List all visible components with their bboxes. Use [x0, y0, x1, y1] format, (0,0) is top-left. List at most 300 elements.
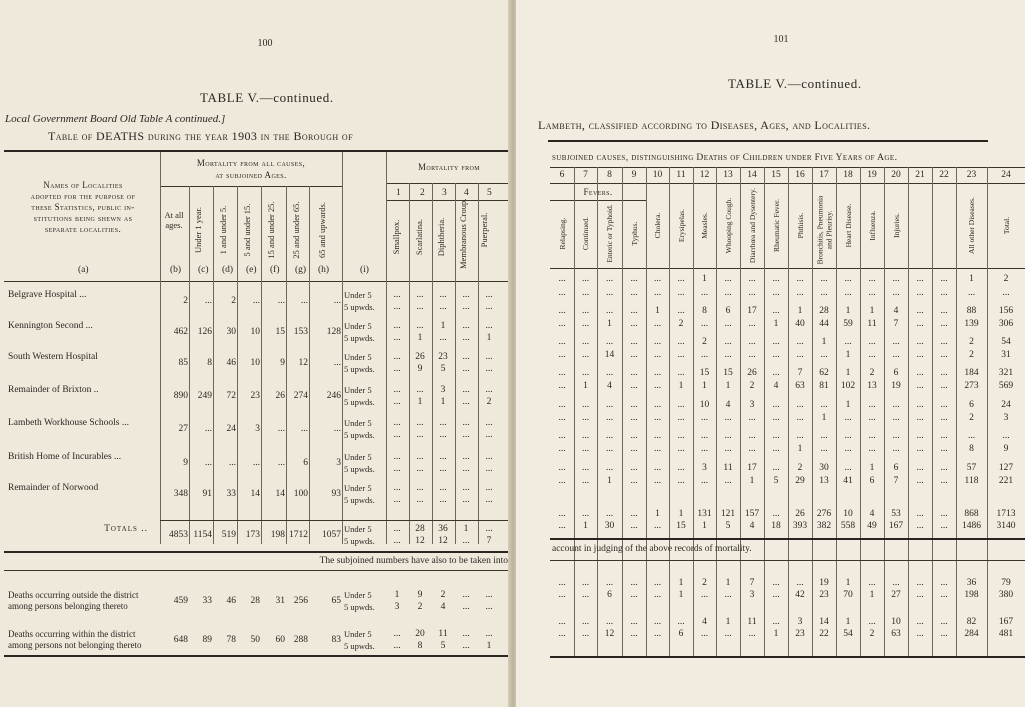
row-value: 173 — [245, 530, 260, 540]
cell-value: 102 — [840, 381, 856, 391]
cause-upwards: ... — [416, 430, 424, 440]
cell-value: 15 — [723, 368, 733, 378]
header-mortality-all-2: at subjoined Ages. — [215, 170, 287, 180]
cause-upwards: 5 — [440, 641, 446, 651]
cell-value: 14 — [604, 350, 615, 360]
row-value: 33 — [226, 489, 236, 499]
cell-value: 1 — [869, 590, 875, 600]
vrule — [342, 152, 343, 544]
cell-value: 1 — [678, 509, 684, 519]
row-name: Lambeth Workhouse Schools ... — [8, 418, 129, 428]
cell-value: 1 — [702, 381, 707, 391]
row-name: Kennington Second ... — [8, 321, 93, 331]
column-number: 17 — [819, 170, 829, 180]
row-value: 85 — [178, 358, 188, 368]
column-name: Enteric or Typhoid. — [605, 203, 614, 263]
cause-under-5: 2 — [440, 590, 446, 600]
cell-value: ... — [916, 306, 924, 316]
cell-value: 284 — [964, 629, 979, 639]
cell-value: ... — [772, 617, 780, 627]
header-names: Names of Localities adopted for the purpose of these Statistics, public in- stitutions being shewn as separate localities. — [30, 180, 136, 234]
cell-value: ... — [772, 288, 780, 298]
cell-value: ... — [892, 431, 900, 441]
col-at-all-ages: At all ages. — [164, 210, 184, 230]
cell-value: ... — [892, 350, 900, 360]
cell-value: ... — [940, 578, 948, 588]
row-value: 12 — [298, 358, 308, 368]
column-name: Measles. — [700, 211, 709, 239]
cell-value: ... — [558, 306, 566, 316]
cell-value: ... — [940, 337, 948, 347]
cause-under-5: 1 — [440, 321, 446, 331]
row-value: ... — [252, 296, 260, 306]
cause-upwards: ... — [462, 302, 470, 312]
cell-value: ... — [1002, 431, 1010, 441]
cell-value: ... — [653, 578, 662, 588]
right-bottom-rule — [550, 656, 1025, 658]
cell-value: ... — [916, 578, 924, 588]
cause-upwards: 4 — [440, 602, 446, 612]
row-value: 648 — [173, 635, 188, 645]
cell-value: 81 — [819, 381, 829, 391]
cell-value: 1 — [869, 463, 875, 473]
cell-value: ... — [677, 337, 685, 347]
cell-value: ... — [700, 444, 709, 454]
cell-value: ... — [772, 444, 780, 454]
upwds-label: 5 upwds. — [344, 364, 375, 374]
under-5-label: Under 5 — [344, 385, 372, 395]
row-value: 72 — [226, 391, 236, 401]
column-name: Diarrhœa and Dysentery. — [747, 187, 757, 263]
cell-value: 1 — [845, 617, 851, 627]
cell-value: 31 — [1001, 350, 1011, 360]
subjoined-note: The subjoined numbers have also to be taken into — [319, 556, 508, 566]
cell-value: 79 — [1001, 578, 1011, 588]
cause-under-5: ... — [462, 629, 470, 639]
cause-under-5: ... — [485, 483, 493, 493]
left-page — [0, 0, 510, 707]
cell-value: 63 — [891, 629, 901, 639]
cause-num-2: 2 — [420, 188, 425, 198]
column-number: 14 — [747, 170, 757, 180]
col-letter-b: (b) — [170, 265, 182, 275]
cell-value: 14 — [819, 617, 829, 627]
cause-under-5: 11 — [438, 629, 448, 639]
column-number: 11 — [676, 170, 686, 180]
row-value: 100 — [293, 489, 308, 499]
cell-value: ... — [892, 444, 900, 454]
row-value: 10 — [250, 358, 260, 368]
cell-value: ... — [605, 400, 614, 410]
row-value: ... — [300, 424, 308, 434]
under-5-label: Under 5 — [344, 418, 372, 428]
cause-upwards: ... — [485, 302, 493, 312]
cell-value: 1486 — [962, 521, 981, 531]
row-name: Remainder of Brixton .. — [8, 385, 99, 395]
cell-value: ... — [653, 444, 662, 454]
cell-value: ... — [630, 413, 638, 423]
cell-value: ... — [844, 337, 852, 347]
cell-value: ... — [748, 274, 756, 284]
cell-value: ... — [916, 413, 924, 423]
cell-value: ... — [605, 431, 614, 441]
cell-value: ... — [558, 629, 566, 639]
cell-value: 184 — [964, 368, 979, 378]
cell-value: 3 — [749, 400, 755, 410]
cell-value: ... — [748, 350, 756, 360]
cell-value: ... — [772, 274, 780, 284]
cell-value: 139 — [964, 319, 979, 329]
cell-value: 1 — [678, 590, 684, 600]
column-number: 13 — [723, 170, 733, 180]
cell-value: ... — [748, 288, 756, 298]
cell-value: ... — [916, 350, 924, 360]
cell-value: 306 — [998, 319, 1014, 329]
cell-value: ... — [630, 319, 638, 329]
cause-upwards: 1 — [486, 333, 492, 343]
row-value: 24 — [226, 424, 236, 434]
cell-value: ... — [796, 274, 804, 284]
cell-value: ... — [772, 509, 780, 519]
cell-value: ... — [820, 350, 828, 360]
upwds-label: 5 upwds. — [344, 602, 375, 612]
upwds-label: 5 upwds. — [344, 641, 375, 651]
cell-value: 2 — [797, 463, 803, 473]
cell-value: 127 — [998, 463, 1014, 473]
cause-under-5: ... — [485, 321, 493, 331]
row-value: 27 — [178, 424, 188, 434]
cell-value: ... — [940, 444, 948, 454]
cell-value: ... — [653, 288, 662, 298]
cause-upwards: ... — [416, 302, 424, 312]
under-5-label: Under 5 — [344, 524, 372, 534]
cause-under-5: ... — [393, 483, 401, 493]
cell-value: 36 — [966, 578, 977, 588]
cause-upwards: 7 — [486, 536, 492, 546]
cause-under-5: ... — [485, 418, 493, 428]
cell-value: 1 — [797, 306, 803, 316]
cell-value: 19 — [891, 381, 901, 391]
cell-value: ... — [916, 288, 924, 298]
cell-value: 10 — [891, 617, 901, 627]
cell-value: ... — [748, 444, 756, 454]
cell-value: ... — [940, 350, 948, 360]
cell-value: ... — [940, 476, 948, 486]
cell-value: ... — [630, 463, 638, 473]
cell-value: ... — [940, 629, 948, 639]
cell-value: ... — [916, 463, 924, 473]
cell-value: ... — [868, 337, 876, 347]
cell-value: 24 — [1001, 400, 1011, 410]
under-5-label: Under 5 — [344, 290, 372, 300]
cell-value: ... — [653, 413, 662, 423]
cell-value: 276 — [816, 509, 832, 519]
cause-under-5: ... — [485, 629, 493, 639]
cell-value: 1 — [725, 617, 731, 627]
cause-under-5: ... — [416, 290, 424, 300]
cell-value: ... — [653, 617, 662, 627]
cell-value: ... — [820, 400, 828, 410]
cell-value: 2 — [969, 413, 974, 423]
cell-value: 2 — [869, 368, 875, 378]
cell-value: ... — [581, 476, 590, 486]
row-value: 126 — [197, 327, 212, 337]
cause-upwards: ... — [462, 333, 470, 343]
cell-value: 156 — [998, 306, 1014, 316]
cell-value: ... — [892, 578, 900, 588]
cause-upwards: ... — [416, 464, 424, 474]
cell-value: ... — [700, 590, 709, 600]
row-value: 26 — [275, 391, 285, 401]
cell-value: ... — [558, 413, 566, 423]
cell-value: 2 — [969, 350, 974, 360]
col-membranous-croup: Membranous Croup. — [458, 198, 468, 269]
cell-value: ... — [677, 400, 685, 410]
cell-value: ... — [605, 617, 614, 627]
column-name: Relapsing. — [557, 217, 567, 249]
row-value: 6 — [303, 458, 308, 468]
cell-value: ... — [605, 368, 614, 378]
cell-value: ... — [630, 368, 638, 378]
cell-value: ... — [796, 350, 804, 360]
row-name: Deaths occurring within the district among persons not belonging thereto — [8, 629, 142, 650]
cell-value: 15 — [699, 368, 710, 378]
col-scarlatina: Scarlatina. — [414, 218, 424, 256]
row-value: 1154 — [193, 530, 212, 540]
cause-under-5: 20 — [415, 629, 425, 639]
left-top-rule — [4, 150, 510, 152]
cell-value: 2 — [702, 578, 707, 588]
cell-value: ... — [844, 431, 852, 441]
cause-upwards: ... — [393, 641, 401, 651]
cell-value: 118 — [964, 476, 979, 486]
cause-upwards: 1 — [417, 333, 423, 343]
cell-value: 868 — [964, 509, 979, 519]
cell-value: ... — [1002, 288, 1010, 298]
cell-value: 2 — [1003, 274, 1009, 284]
cell-value: ... — [868, 578, 876, 588]
cell-value: 1 — [702, 521, 707, 531]
cell-value: ... — [868, 400, 876, 410]
cell-value: ... — [653, 476, 662, 486]
cell-value: 6 — [725, 306, 731, 316]
fevers-rule — [550, 200, 646, 201]
cell-value: ... — [630, 381, 638, 391]
cell-value: ... — [916, 400, 924, 410]
cell-value: 273 — [964, 381, 979, 391]
cell-value: ... — [967, 431, 976, 441]
cell-value: ... — [700, 319, 709, 329]
cell-value: ... — [796, 413, 804, 423]
cell-value: ... — [724, 274, 732, 284]
column-name: Influenza. — [867, 209, 877, 241]
cell-value: 1 — [821, 413, 827, 423]
row-value: 78 — [226, 635, 236, 645]
cell-value: ... — [916, 274, 924, 284]
right-top-rule — [548, 140, 988, 142]
cell-value: 4 — [893, 306, 899, 316]
cell-value: ... — [772, 306, 780, 316]
col-letter-c: (c) — [198, 265, 209, 275]
row-value: 33 — [202, 596, 212, 606]
cell-value: ... — [940, 319, 948, 329]
cell-value: 13 — [819, 476, 829, 486]
row-value: ... — [333, 424, 341, 434]
cell-value: ... — [772, 431, 780, 441]
cell-value: ... — [772, 337, 780, 347]
row-value: 91 — [202, 489, 212, 499]
cell-value: ... — [677, 288, 685, 298]
cell-value: ... — [772, 413, 780, 423]
cell-value: ... — [581, 617, 590, 627]
cell-value: ... — [653, 590, 662, 600]
cause-upwards: ... — [462, 536, 470, 546]
cause-upwards: ... — [439, 430, 447, 440]
row-value: 3 — [255, 424, 260, 434]
row-value: 2 — [183, 296, 188, 306]
cell-value: ... — [700, 476, 709, 486]
cell-value: 3 — [702, 463, 707, 473]
cause-under-5: ... — [393, 321, 401, 331]
row-value: 890 — [173, 391, 188, 401]
cell-value: 8 — [969, 444, 974, 454]
cause-upwards: ... — [462, 464, 470, 474]
fevers-label: Fevers. — [583, 187, 613, 197]
cell-value: 26 — [795, 509, 805, 519]
cause-upwards: ... — [439, 464, 447, 474]
upwds-label: 5 upwds. — [344, 333, 375, 343]
cell-value: ... — [653, 319, 662, 329]
cause-under-5: ... — [393, 290, 401, 300]
cause-upwards: ... — [462, 495, 470, 505]
totals-rule — [160, 520, 510, 521]
cell-value: ... — [558, 400, 566, 410]
cell-value: 12 — [604, 629, 615, 639]
cell-value: ... — [748, 319, 756, 329]
subjoined-rule — [4, 551, 510, 553]
cause-under-5: ... — [393, 385, 401, 395]
cell-value: 26 — [747, 368, 757, 378]
cell-value: ... — [772, 350, 780, 360]
cell-value: ... — [677, 368, 685, 378]
cell-value: ... — [630, 444, 638, 454]
cell-value: 18 — [771, 521, 781, 531]
cell-value: ... — [630, 476, 638, 486]
row-value: 4853 — [169, 530, 188, 540]
right-page-number: 101 — [773, 34, 789, 45]
cell-value: ... — [605, 337, 614, 347]
upwds-label: 5 upwds. — [344, 536, 375, 546]
cell-value: 1 — [655, 306, 660, 316]
left-bottom-rule — [4, 655, 510, 657]
under-5-label: Under 5 — [344, 590, 372, 600]
column-number: 20 — [891, 170, 901, 180]
cause-under-5: ... — [416, 385, 424, 395]
row-value: 14 — [275, 489, 285, 499]
cell-value: ... — [605, 306, 614, 316]
cause-under-5: 36 — [438, 524, 448, 534]
cell-value: ... — [724, 629, 732, 639]
col-65-up: 65 and upwards. — [317, 202, 327, 258]
cell-value: ... — [916, 590, 924, 600]
column-name: Rheumatic Fever. — [771, 198, 781, 252]
cell-value: 4 — [749, 521, 755, 531]
cell-value: 6 — [678, 629, 684, 639]
cell-value: ... — [558, 617, 566, 627]
cell-value: 167 — [888, 521, 904, 531]
cell-value: ... — [630, 578, 638, 588]
upwds-label: 5 upwds. — [344, 430, 375, 440]
row-value: 519 — [221, 530, 236, 540]
cell-value: ... — [630, 521, 638, 531]
cell-value: ... — [630, 337, 638, 347]
row-value: 60 — [275, 635, 285, 645]
cell-value: 3 — [1003, 413, 1009, 423]
column-name: Cholera. — [653, 212, 662, 238]
cell-value: ... — [630, 400, 638, 410]
column-number: 15 — [771, 170, 781, 180]
cell-value: ... — [653, 629, 662, 639]
cause-num-4: 4 — [464, 188, 469, 198]
cell-value: ... — [844, 444, 852, 454]
col-under-1: Under 1 year. — [193, 206, 203, 254]
row-name: Belgrave Hospital ... — [8, 290, 87, 300]
cell-value: ... — [558, 381, 566, 391]
cell-value: ... — [653, 368, 662, 378]
under-5-label: Under 5 — [344, 483, 372, 493]
cell-value: ... — [581, 509, 590, 519]
cell-value: 11 — [723, 463, 733, 473]
cell-value: 1 — [725, 578, 731, 588]
cell-value: 321 — [998, 368, 1014, 378]
row-value: ... — [204, 458, 212, 468]
row-value: ... — [300, 296, 308, 306]
column-number: 10 — [652, 170, 663, 180]
cell-value: 13 — [867, 381, 877, 391]
upwds-label: 5 upwds. — [344, 302, 375, 312]
cause-under-5: ... — [485, 290, 493, 300]
cell-value: ... — [558, 288, 566, 298]
col-letter-g: (g) — [295, 265, 307, 275]
left-subtitle: Local Government Board Old Table A continued.] — [5, 113, 226, 125]
cell-value: ... — [724, 590, 732, 600]
cause-under-5: ... — [439, 452, 447, 462]
cause-upwards: ... — [485, 430, 493, 440]
cell-value: ... — [630, 590, 638, 600]
cell-value: ... — [892, 288, 900, 298]
row-value: 31 — [275, 596, 285, 606]
cause-upwards: 2 — [417, 602, 423, 612]
cell-value: ... — [581, 578, 590, 588]
cell-value: ... — [916, 444, 924, 454]
cause-upwards: ... — [439, 333, 447, 343]
cell-value: ... — [558, 337, 566, 347]
col-smallpox: Smallpox. — [391, 219, 401, 255]
row-name: British Home of Incurables ... — [8, 452, 122, 462]
row-value: 30 — [226, 327, 236, 337]
cell-value: 1 — [821, 337, 827, 347]
row-value: 28 — [250, 596, 260, 606]
cell-value: ... — [558, 319, 566, 329]
cause-upwards: ... — [439, 495, 447, 505]
cause-under-5: ... — [462, 290, 470, 300]
cause-under-5: 28 — [415, 524, 425, 534]
upwds-label: 5 upwds. — [344, 397, 375, 407]
cell-value: 54 — [843, 629, 853, 639]
cause-upwards: 8 — [417, 641, 423, 651]
cell-value: ... — [581, 463, 590, 473]
right-subjoined-rule-2 — [550, 560, 1025, 561]
